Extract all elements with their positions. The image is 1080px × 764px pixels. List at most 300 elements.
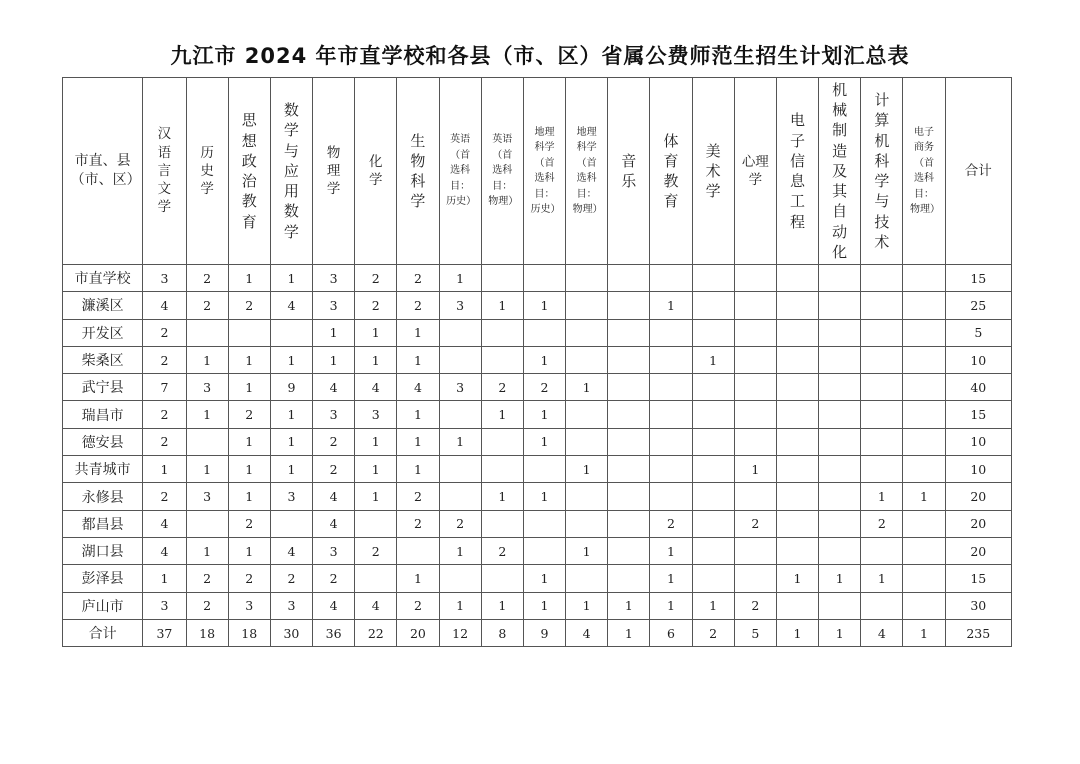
- table-cell: [734, 265, 776, 292]
- header-total: [945, 78, 1011, 265]
- table-cell: [355, 510, 397, 537]
- table-cell: [608, 510, 650, 537]
- table-cell: 2: [397, 510, 439, 537]
- table-cell: 2: [228, 401, 270, 428]
- table-cell: 3: [143, 592, 186, 619]
- table-cell: [566, 565, 608, 592]
- table-cell: [566, 265, 608, 292]
- table-row: [63, 401, 1012, 428]
- header-col-label: 电子商务（首选科目：物理）: [910, 126, 940, 215]
- table-cell: 1: [355, 483, 397, 510]
- table-cell: 1: [228, 456, 270, 483]
- table-cell: [692, 428, 734, 455]
- table-cell: [650, 483, 692, 510]
- table-cell: [481, 428, 523, 455]
- table-cell: 2: [143, 401, 186, 428]
- table-cell: 1: [355, 319, 397, 346]
- table-cell: 2: [186, 565, 228, 592]
- row-total: 20: [945, 510, 1011, 537]
- header-col-label: 音乐: [621, 151, 637, 190]
- table-cell: [186, 510, 228, 537]
- header-col: [143, 78, 186, 265]
- table-cell: [861, 265, 903, 292]
- row-total: 20: [945, 483, 1011, 510]
- table-cell: 1: [523, 401, 565, 428]
- row-label: 武宁县: [63, 374, 143, 401]
- table-cell: [903, 428, 945, 455]
- table-cell: 3: [186, 483, 228, 510]
- table-cell: 7: [143, 374, 186, 401]
- table-row: [63, 565, 1012, 592]
- table-cell: [566, 428, 608, 455]
- table-cell: 2: [313, 565, 355, 592]
- table-cell: 3: [313, 265, 355, 292]
- table-cell: [692, 265, 734, 292]
- header-col-label: 地理科学（首选科目：物理）: [572, 126, 603, 215]
- table-cell: [819, 592, 861, 619]
- table-cell: [566, 510, 608, 537]
- table-row: [63, 456, 1012, 483]
- table-cell: 1: [313, 319, 355, 346]
- table-cell: 1: [650, 565, 692, 592]
- table-cell: 1: [228, 537, 270, 564]
- table-cell: [776, 456, 818, 483]
- table-cell: 1: [523, 565, 565, 592]
- header-col: [397, 78, 439, 265]
- row-label: 合计: [63, 619, 143, 646]
- header-col: [819, 78, 861, 265]
- table-cell: [861, 319, 903, 346]
- table-cell: 30: [270, 619, 312, 646]
- table-cell: [692, 510, 734, 537]
- table-cell: 2: [355, 537, 397, 564]
- table-cell: [439, 346, 481, 373]
- header-col-label: 英语（首选科目：历史）: [446, 134, 477, 208]
- table-cell: 1: [270, 346, 312, 373]
- table-cell: [819, 319, 861, 346]
- header-col-label: 思想政治教育: [241, 111, 257, 231]
- table-cell: [608, 456, 650, 483]
- table-cell: 3: [186, 374, 228, 401]
- table-cell: 1: [228, 346, 270, 373]
- table-cell: [776, 510, 818, 537]
- table-cell: [819, 428, 861, 455]
- table-cell: 1: [270, 401, 312, 428]
- table-cell: [566, 292, 608, 319]
- table-cell: [903, 510, 945, 537]
- table-cell: 3: [313, 292, 355, 319]
- table-cell: [439, 401, 481, 428]
- table-cell: [608, 401, 650, 428]
- table-row: [63, 319, 1012, 346]
- table-cell: [397, 537, 439, 564]
- table-cell: [776, 428, 818, 455]
- table-cell: 1: [397, 346, 439, 373]
- table-cell: 1: [650, 292, 692, 319]
- header-col-label: 化学: [369, 153, 383, 188]
- table-cell: [523, 537, 565, 564]
- table-cell: 4: [861, 619, 903, 646]
- header-col-label: 历史学: [200, 144, 214, 198]
- table-cell: 4: [355, 592, 397, 619]
- row-label: 德安县: [63, 428, 143, 455]
- table-row: [63, 619, 1012, 646]
- table-row: [63, 265, 1012, 292]
- header-col-label: 心理学: [741, 153, 769, 188]
- table-cell: 1: [903, 619, 945, 646]
- table-cell: [650, 265, 692, 292]
- table-cell: 4: [313, 374, 355, 401]
- header-col-label: 计算机科学与技术: [874, 91, 890, 251]
- table-cell: [692, 537, 734, 564]
- table-cell: 3: [143, 265, 186, 292]
- table-cell: [734, 565, 776, 592]
- table-cell: [566, 483, 608, 510]
- table-cell: [734, 483, 776, 510]
- table-cell: 1: [819, 565, 861, 592]
- table-cell: 2: [228, 565, 270, 592]
- table-cell: 12: [439, 619, 481, 646]
- table-cell: [776, 319, 818, 346]
- table-cell: 4: [143, 292, 186, 319]
- table-cell: [692, 374, 734, 401]
- table-cell: 1: [566, 537, 608, 564]
- row-total: 15: [945, 265, 1011, 292]
- header-col: [313, 78, 355, 265]
- table-cell: 1: [523, 483, 565, 510]
- header-region-label: 市直、县（市、区）: [70, 153, 141, 188]
- table-cell: 2: [313, 428, 355, 455]
- table-cell: [819, 265, 861, 292]
- table-cell: 4: [313, 510, 355, 537]
- table-cell: 2: [186, 292, 228, 319]
- table-cell: 1: [734, 456, 776, 483]
- table-cell: 2: [397, 292, 439, 319]
- table-cell: 2: [143, 483, 186, 510]
- table-cell: 1: [355, 456, 397, 483]
- table-cell: 1: [523, 292, 565, 319]
- row-total: 40: [945, 374, 1011, 401]
- table-cell: [439, 565, 481, 592]
- table-cell: 2: [650, 510, 692, 537]
- table-cell: [650, 456, 692, 483]
- table-cell: [566, 346, 608, 373]
- table-cell: 1: [861, 483, 903, 510]
- row-label: 湖口县: [63, 537, 143, 564]
- table-cell: 2: [355, 265, 397, 292]
- table-row: [63, 292, 1012, 319]
- table-cell: [903, 265, 945, 292]
- row-label: 濂溪区: [63, 292, 143, 319]
- table-cell: [776, 401, 818, 428]
- table-cell: [819, 374, 861, 401]
- table-cell: 1: [439, 265, 481, 292]
- table-cell: 1: [397, 319, 439, 346]
- table-cell: [228, 319, 270, 346]
- table-cell: [523, 456, 565, 483]
- table-cell: 1: [186, 537, 228, 564]
- table-cell: [523, 510, 565, 537]
- table-cell: [861, 401, 903, 428]
- table-cell: 1: [228, 483, 270, 510]
- table-cell: [650, 346, 692, 373]
- table-cell: 9: [270, 374, 312, 401]
- table-cell: 18: [228, 619, 270, 646]
- table-cell: 2: [481, 537, 523, 564]
- table-cell: 1: [313, 346, 355, 373]
- table-cell: [861, 428, 903, 455]
- table-cell: 1: [270, 428, 312, 455]
- header-col-label: 数学与应用数学: [283, 101, 299, 241]
- table-cell: 2: [143, 346, 186, 373]
- table-cell: [903, 292, 945, 319]
- table-cell: 1: [270, 456, 312, 483]
- table-cell: 1: [608, 592, 650, 619]
- table-cell: [819, 401, 861, 428]
- header-col: [734, 78, 776, 265]
- table-cell: 1: [650, 592, 692, 619]
- table-cell: [523, 319, 565, 346]
- table-cell: 2: [481, 374, 523, 401]
- table-cell: [608, 565, 650, 592]
- table-cell: 1: [861, 565, 903, 592]
- table-cell: [903, 592, 945, 619]
- table-cell: [608, 428, 650, 455]
- table-cell: 22: [355, 619, 397, 646]
- table-cell: 2: [228, 510, 270, 537]
- table-cell: 1: [776, 619, 818, 646]
- table-cell: [734, 374, 776, 401]
- table-cell: 4: [355, 374, 397, 401]
- table-cell: [481, 265, 523, 292]
- table-cell: [650, 374, 692, 401]
- table-cell: 4: [397, 374, 439, 401]
- table-cell: 1: [439, 428, 481, 455]
- table-cell: [692, 319, 734, 346]
- header-col: [692, 78, 734, 265]
- header-col: [270, 78, 312, 265]
- header-total-label: 合计: [964, 162, 992, 179]
- row-total: 10: [945, 428, 1011, 455]
- row-total: 10: [945, 456, 1011, 483]
- table-cell: 37: [143, 619, 186, 646]
- table-cell: 1: [228, 265, 270, 292]
- table-cell: [523, 265, 565, 292]
- row-total: 10: [945, 346, 1011, 373]
- table-cell: [608, 346, 650, 373]
- table-cell: 2: [355, 292, 397, 319]
- table-cell: [819, 510, 861, 537]
- row-label: 共青城市: [63, 456, 143, 483]
- row-label: 市直学校: [63, 265, 143, 292]
- table-cell: [819, 292, 861, 319]
- header-col-label: 英语（首选科目：物理）: [488, 134, 519, 208]
- row-label: 瑞昌市: [63, 401, 143, 428]
- table-cell: 2: [186, 592, 228, 619]
- row-total: 5: [945, 319, 1011, 346]
- table-cell: 2: [523, 374, 565, 401]
- table-cell: 3: [270, 592, 312, 619]
- table-cell: 1: [523, 346, 565, 373]
- table-cell: [650, 428, 692, 455]
- table-cell: 1: [270, 265, 312, 292]
- table-cell: [481, 346, 523, 373]
- table-cell: [692, 292, 734, 319]
- table-cell: [608, 374, 650, 401]
- table-cell: 20: [397, 619, 439, 646]
- table-cell: 2: [397, 265, 439, 292]
- table-cell: 1: [397, 565, 439, 592]
- table-cell: [608, 537, 650, 564]
- table-row: [63, 592, 1012, 619]
- table-cell: 2: [270, 565, 312, 592]
- header-col-label: 地理科学（首选科目：历史）: [530, 126, 561, 215]
- table-cell: 1: [397, 428, 439, 455]
- table-cell: [903, 537, 945, 564]
- header-col: [861, 78, 903, 265]
- table-cell: 36: [313, 619, 355, 646]
- table-cell: [692, 401, 734, 428]
- table-cell: 1: [186, 401, 228, 428]
- table-cell: [734, 292, 776, 319]
- header-col-label: 机械制造及其自动化: [832, 80, 848, 261]
- table-cell: 1: [608, 619, 650, 646]
- table-cell: [819, 537, 861, 564]
- table-cell: 2: [397, 483, 439, 510]
- table-cell: [692, 483, 734, 510]
- table-cell: 1: [776, 565, 818, 592]
- row-total: 235: [945, 619, 1011, 646]
- table-cell: [776, 374, 818, 401]
- table-cell: [861, 346, 903, 373]
- table-cell: 1: [481, 592, 523, 619]
- table-cell: 3: [439, 374, 481, 401]
- table-cell: 4: [143, 537, 186, 564]
- table-cell: [608, 292, 650, 319]
- table-cell: [819, 456, 861, 483]
- table-cell: 1: [481, 401, 523, 428]
- table-cell: 1: [692, 346, 734, 373]
- table-cell: [439, 456, 481, 483]
- table-cell: [903, 319, 945, 346]
- table-cell: [903, 374, 945, 401]
- table-cell: 3: [439, 292, 481, 319]
- header-col-label: 电子信息工程: [789, 111, 805, 231]
- table-cell: [776, 537, 818, 564]
- table-cell: 2: [186, 265, 228, 292]
- table-cell: 2: [734, 510, 776, 537]
- table-cell: [650, 319, 692, 346]
- header-col: [776, 78, 818, 265]
- row-label: 都昌县: [63, 510, 143, 537]
- table-cell: 4: [270, 292, 312, 319]
- table-cell: [608, 483, 650, 510]
- header-col: [650, 78, 692, 265]
- table-cell: 1: [439, 537, 481, 564]
- table-cell: [186, 428, 228, 455]
- enrollment-plan-table: [62, 77, 1012, 647]
- header-region: [63, 78, 143, 265]
- table-cell: [776, 483, 818, 510]
- header-col: [228, 78, 270, 265]
- table-cell: 1: [523, 428, 565, 455]
- table-cell: 4: [566, 619, 608, 646]
- header-col: [566, 78, 608, 265]
- table-cell: 1: [566, 456, 608, 483]
- table-cell: [355, 565, 397, 592]
- header-col-label: 生物科学: [410, 131, 426, 211]
- table-cell: [270, 319, 312, 346]
- table-cell: [861, 456, 903, 483]
- table-cell: 8: [481, 619, 523, 646]
- row-label: 柴桑区: [63, 346, 143, 373]
- table-cell: [481, 319, 523, 346]
- table-header-row: [63, 78, 1012, 265]
- table-cell: [186, 319, 228, 346]
- row-label: 开发区: [63, 319, 143, 346]
- table-row: [63, 374, 1012, 401]
- table-row: [63, 483, 1012, 510]
- table-cell: 3: [270, 483, 312, 510]
- table-cell: 2: [861, 510, 903, 537]
- table-cell: 2: [143, 428, 186, 455]
- table-cell: 2: [313, 456, 355, 483]
- table-cell: 1: [143, 456, 186, 483]
- table-cell: 1: [523, 592, 565, 619]
- table-cell: [903, 565, 945, 592]
- table-cell: 1: [397, 456, 439, 483]
- table-cell: [608, 319, 650, 346]
- table-cell: [481, 510, 523, 537]
- table-cell: 2: [439, 510, 481, 537]
- table-row: [63, 510, 1012, 537]
- table-cell: 1: [397, 401, 439, 428]
- table-cell: [566, 319, 608, 346]
- row-label: 彭泽县: [63, 565, 143, 592]
- table-cell: 4: [313, 483, 355, 510]
- table-cell: 4: [270, 537, 312, 564]
- table-cell: [650, 401, 692, 428]
- table-cell: 2: [143, 319, 186, 346]
- table-cell: 1: [819, 619, 861, 646]
- table-cell: 1: [903, 483, 945, 510]
- table-row: [63, 537, 1012, 564]
- header-col-label: 物理学: [326, 144, 341, 198]
- row-total: 25: [945, 292, 1011, 319]
- header-col: [439, 78, 481, 265]
- table-cell: 3: [228, 592, 270, 619]
- table-cell: 1: [566, 374, 608, 401]
- table-cell: [776, 346, 818, 373]
- table-cell: 1: [228, 428, 270, 455]
- table-cell: 6: [650, 619, 692, 646]
- table-cell: [692, 565, 734, 592]
- table-cell: 9: [523, 619, 565, 646]
- table-cell: [692, 456, 734, 483]
- table-cell: 1: [439, 592, 481, 619]
- header-col-label: 美术学: [705, 141, 721, 201]
- table-cell: 4: [313, 592, 355, 619]
- header-col: [186, 78, 228, 265]
- table-cell: [439, 319, 481, 346]
- table-cell: 3: [355, 401, 397, 428]
- row-label: 庐山市: [63, 592, 143, 619]
- table-cell: [481, 456, 523, 483]
- table-cell: 18: [186, 619, 228, 646]
- header-col: [903, 78, 945, 265]
- table-cell: [776, 265, 818, 292]
- table-cell: 1: [692, 592, 734, 619]
